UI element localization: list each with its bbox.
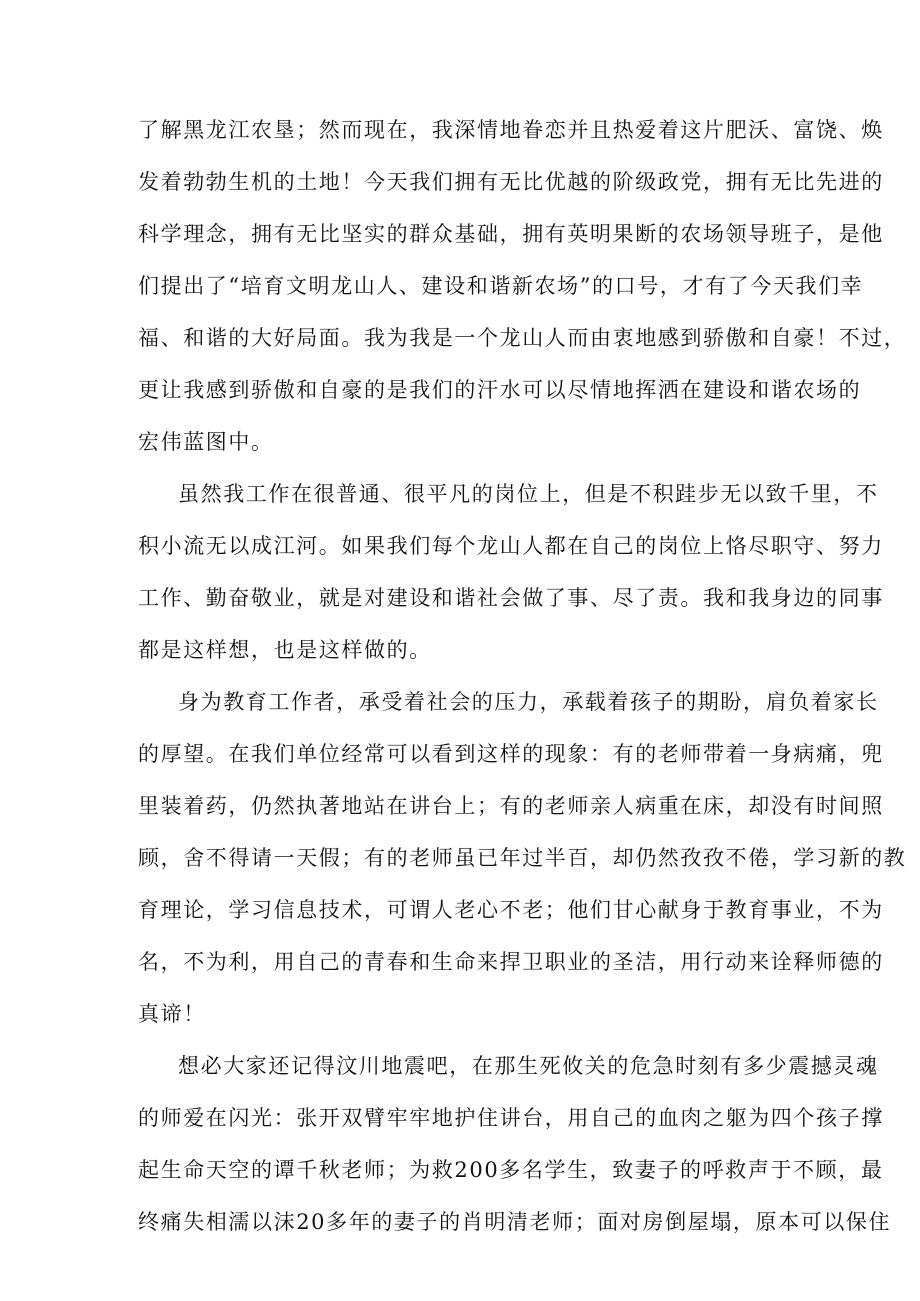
paragraph-1-line-2: 发着勃勃生机的土地！今天我们拥有无比优越的阶级政党，拥有无比先进的 bbox=[138, 170, 884, 194]
paragraph-2-line-2: 积小流无以成江河。如果我们每个龙山人都在自己的岗位上恪尽职守、努力 bbox=[138, 534, 884, 558]
paragraph-1-line-7: 宏伟蓝图中。 bbox=[138, 430, 274, 454]
paragraph-1-line-4: 们提出了“培育文明龙山人、建设和谐新农场”的口号，才有了今天我们幸 bbox=[138, 274, 864, 298]
paragraph-3-line-4: 顾，舍不得请一天假；有的老师虽已年过半百，却仍然孜孜不倦，学习新的教 bbox=[138, 846, 907, 870]
paragraph-4-line-3: 起生命天空的谭千秋老师；为救200多名学生，致妻子的呼救声于不顾，最 bbox=[138, 1158, 884, 1182]
paragraph-2-line-3: 工作、勤奋敬业，就是对建设和谐社会做了事、尽了责。我和我身边的同事 bbox=[138, 586, 884, 610]
paragraph-4-line-4: 终痛失相濡以沫20多年的妻子的肖明清老师；面对房倒屋塌，原本可以保住 bbox=[138, 1210, 892, 1234]
paragraph-3-line-6: 名，不为利，用自己的青春和生命来捍卫职业的圣洁，用行动来诠释师德的 bbox=[138, 950, 884, 974]
paragraph-1-line-6: 更让我感到骄傲和自豪的是我们的汗水可以尽情地挥洒在建设和谐农场的 bbox=[138, 378, 862, 402]
paragraph-2-line-1: 虽然我工作在很普通、很平凡的岗位上，但是不积跬步无以致千里，不 bbox=[178, 482, 879, 506]
paragraph-4-line-2: 的师爱在闪光：张开双臂牢牢地护住讲台，用自己的血肉之躯为四个孩子撑 bbox=[138, 1106, 884, 1130]
paragraph-2-line-4: 都是这样想，也是这样做的。 bbox=[138, 638, 432, 662]
paragraph-3-line-1: 身为教育工作者，承受着社会的压力，承载着孩子的期盼，肩负着家长 bbox=[178, 690, 879, 714]
paragraph-3-line-7: 真谛！ bbox=[138, 1002, 206, 1026]
paragraph-1-line-1: 了解黑龙江农垦；然而现在，我深情地眷恋并且热爱着这片肥沃、富饶、焕 bbox=[138, 118, 884, 142]
paragraph-3-line-5: 育理论，学习信息技术，可谓人老心不老；他们甘心献身于教育事业，不为 bbox=[138, 898, 884, 922]
paragraph-4-line-1: 想必大家还记得汶川地震吧，在那生死攸关的危急时刻有多少震撼灵魂 bbox=[178, 1054, 879, 1078]
paragraph-3-line-2: 的厚望。在我们单位经常可以看到这样的现象：有的老师带着一身病痛，兜 bbox=[138, 742, 884, 766]
paragraph-1-line-3: 科学理念，拥有无比坚实的群众基础，拥有英明果断的农场领导班子，是他 bbox=[138, 222, 884, 246]
paragraph-1-line-5: 福、和谐的大好局面。我为我是一个龙山人而由衷地感到骄傲和自豪！不过， bbox=[138, 326, 907, 350]
paragraph-3-line-3: 里装着药，仍然执著地站在讲台上；有的老师亲人病重在床，却没有时间照 bbox=[138, 794, 884, 818]
